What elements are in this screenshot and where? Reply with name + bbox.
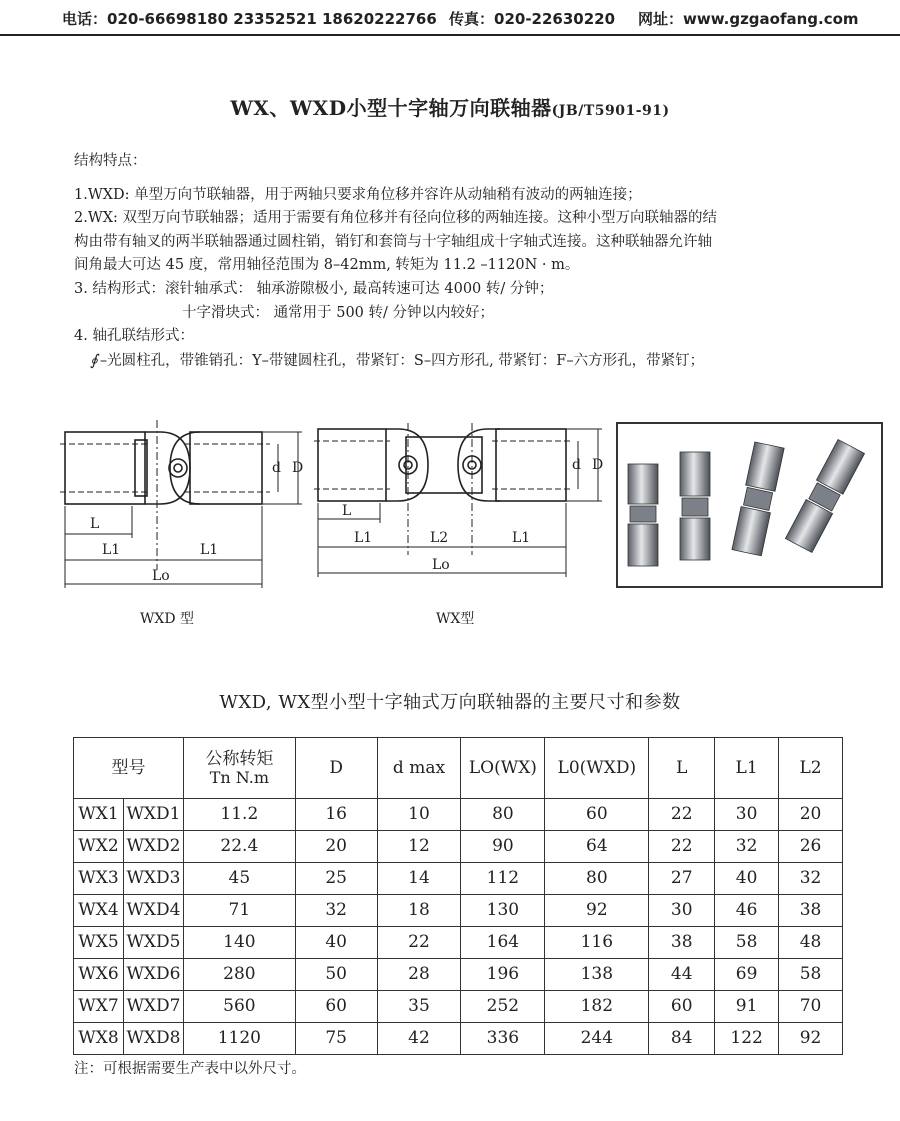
table-row [74, 1023, 843, 1055]
table-cell: 16 [295, 799, 377, 831]
col-torque: 公称转矩 Tn N.m [183, 738, 295, 799]
table-cell: 50 [295, 959, 377, 991]
table-cell: WXD3 [123, 863, 183, 895]
table-cell: 44 [649, 959, 715, 991]
col-dmax: d max [377, 738, 461, 799]
round-bore-symbol: ∮ [90, 350, 98, 369]
table-header-row [74, 738, 843, 799]
table-cell: WX2 [74, 831, 124, 863]
table-row [74, 895, 843, 927]
table-cell: 14 [377, 863, 461, 895]
table-cell: 116 [545, 927, 649, 959]
table-cell: WXD4 [123, 895, 183, 927]
label-L1: L1 [102, 542, 121, 558]
table-cell: 92 [779, 1023, 843, 1055]
table-cell: 27 [649, 863, 715, 895]
feature-line: 十字滑块式： 通常用于 500 转/ 分钟以内较好； [182, 304, 494, 321]
table-cell: 71 [183, 895, 295, 927]
table-cell: 138 [545, 959, 649, 991]
feature-line: ∮ –光圆柱孔，带锥销孔：Y–带键圆柱孔，带紧钉：S–四方形孔, 带紧钉：F–六方形孔，带紧钉； [90, 350, 705, 369]
table-cell: WX1 [74, 799, 124, 831]
table-cell: 80 [545, 863, 649, 895]
table-cell: 58 [715, 927, 779, 959]
table-cell: 122 [715, 1023, 779, 1055]
wxd-drawing [40, 410, 310, 595]
table-cell: 46 [715, 895, 779, 927]
table-cell: 60 [649, 991, 715, 1023]
table-cell: 38 [649, 927, 715, 959]
table-cell: WX5 [74, 927, 124, 959]
feature-line: 间角最大可达 45 度，常用轴径范围为 8–42mm, 转矩为 11.2 –1120N · m。 [74, 257, 580, 274]
label-L1: L1 [512, 530, 531, 546]
table-cell: 164 [461, 927, 545, 959]
col-L: L [649, 738, 715, 799]
table-cell: 20 [295, 831, 377, 863]
table-cell: 130 [461, 895, 545, 927]
table-cell: 48 [779, 927, 843, 959]
table-cell: WXD7 [123, 991, 183, 1023]
table-title: WXD, WX型小型十字轴式万向联轴器的主要尺寸和参数 [219, 692, 681, 713]
table-cell: 32 [295, 895, 377, 927]
table-cell: 10 [377, 799, 461, 831]
col-L2: L2 [779, 738, 843, 799]
wx-caption: WX型 [436, 611, 475, 627]
features-section [74, 150, 864, 373]
table-cell: WX8 [74, 1023, 124, 1055]
table-cell: 1120 [183, 1023, 295, 1055]
table-cell: 196 [461, 959, 545, 991]
table-cell: 28 [377, 959, 461, 991]
feature-line: 4. 轴孔联结形式： [74, 328, 194, 345]
table-cell: 280 [183, 959, 295, 991]
table-cell: 58 [779, 959, 843, 991]
table-cell: 40 [715, 863, 779, 895]
wxd-caption: WXD 型 [140, 611, 195, 627]
table-cell: 92 [545, 895, 649, 927]
table-cell: 244 [545, 1023, 649, 1055]
table-cell: WX6 [74, 959, 124, 991]
table-cell: 18 [377, 895, 461, 927]
table-cell: 84 [649, 1023, 715, 1055]
label-d: d [272, 460, 281, 476]
table-cell: 30 [649, 895, 715, 927]
table-cell: 70 [779, 991, 843, 1023]
table-cell: 22 [377, 927, 461, 959]
features-heading: 结构特点： [74, 153, 147, 169]
table-cell: WXD5 [123, 927, 183, 959]
label-L1: L1 [200, 542, 219, 558]
fax-text: 传真：020-22630220 [449, 10, 616, 28]
table-cell: 252 [461, 991, 545, 1023]
label-L2: L2 [430, 530, 449, 546]
table-cell: 336 [461, 1023, 545, 1055]
col-model: 型号 [74, 738, 184, 799]
table-cell: 38 [779, 895, 843, 927]
spec-table [73, 737, 843, 1055]
label-D: D [592, 457, 604, 473]
table-cell: 40 [295, 927, 377, 959]
table-cell: WX3 [74, 863, 124, 895]
label-L1: L1 [354, 530, 373, 546]
table-cell: WX7 [74, 991, 124, 1023]
product-photo [616, 422, 883, 588]
contact-bar [0, 0, 900, 36]
table-row [74, 959, 843, 991]
feature-line: 构由带有轴叉的两半联轴器通过圆柱销，销钉和套筒与十字轴组成十字轴式连接。这种联轴器允许轴 [74, 233, 712, 250]
table-cell: WX4 [74, 895, 124, 927]
website-text[interactable]: 网址：www.gzgaofang.com [638, 10, 859, 28]
table-cell: 112 [461, 863, 545, 895]
table-cell: 60 [295, 991, 377, 1023]
table-row [74, 991, 843, 1023]
page-title: WX、WXD小型十字轴万向联轴器(JB/T5901-91) [230, 96, 670, 120]
table-cell: 560 [183, 991, 295, 1023]
table-cell: 69 [715, 959, 779, 991]
phone-text: 电话：020-66698180 23352521 18620222766 [62, 10, 437, 28]
table-cell: 12 [377, 831, 461, 863]
label-D: D [292, 460, 304, 476]
table-cell: 140 [183, 927, 295, 959]
col-L0-wx: LO(WX) [461, 738, 545, 799]
table-row [74, 831, 843, 863]
table-cell: 30 [715, 799, 779, 831]
table-cell: 32 [779, 863, 843, 895]
coupling-photo-image [618, 424, 881, 586]
table-cell: 90 [461, 831, 545, 863]
table-cell: WXD6 [123, 959, 183, 991]
table-cell: 20 [779, 799, 843, 831]
label-L: L [90, 516, 100, 532]
label-L: L [342, 503, 352, 519]
wx-drawing [310, 415, 610, 585]
feature-line: 1.WXD: 单型万向节联轴器，用于两轴只要求角位移并容许从动轴稍有波动的两轴连接； [74, 186, 642, 203]
col-L1: L1 [715, 738, 779, 799]
col-D: D [295, 738, 377, 799]
label-L0: Lo [152, 568, 170, 584]
table-cell: 80 [461, 799, 545, 831]
table-cell: 60 [545, 799, 649, 831]
label-d: d [572, 457, 581, 473]
table-row [74, 799, 843, 831]
feature-line: 3. 结构形式：滚针轴承式： 轴承游隙极小, 最高转速可达 4000 转/ 分钟； [74, 280, 554, 297]
table-row [74, 927, 843, 959]
table-cell: WXD8 [123, 1023, 183, 1055]
standard-code: (JB/T5901-91) [551, 103, 670, 119]
table-cell: 22.4 [183, 831, 295, 863]
table-cell: 26 [779, 831, 843, 863]
table-cell: 22 [649, 799, 715, 831]
table-cell: WXD1 [123, 799, 183, 831]
table-cell: 42 [377, 1023, 461, 1055]
table-cell: 35 [377, 991, 461, 1023]
table-cell: 91 [715, 991, 779, 1023]
table-cell: 32 [715, 831, 779, 863]
label-L0: Lo [432, 557, 450, 573]
table-cell: 64 [545, 831, 649, 863]
col-L0-wxd: L0(WXD) [545, 738, 649, 799]
table-cell: 182 [545, 991, 649, 1023]
table-row [74, 863, 843, 895]
footnote: 注：可根据需要生产表中以外尺寸。 [74, 1061, 306, 1077]
feature-line: 2.WX: 双型万向节联轴器；适用于需要有角位移并有径向位移的两轴连接。这种小型万向联轴器的结 [74, 210, 718, 227]
table-cell: WXD2 [123, 831, 183, 863]
table-cell: 45 [183, 863, 295, 895]
table-cell: 11.2 [183, 799, 295, 831]
table-cell: 75 [295, 1023, 377, 1055]
table-cell: 22 [649, 831, 715, 863]
table-cell: 25 [295, 863, 377, 895]
